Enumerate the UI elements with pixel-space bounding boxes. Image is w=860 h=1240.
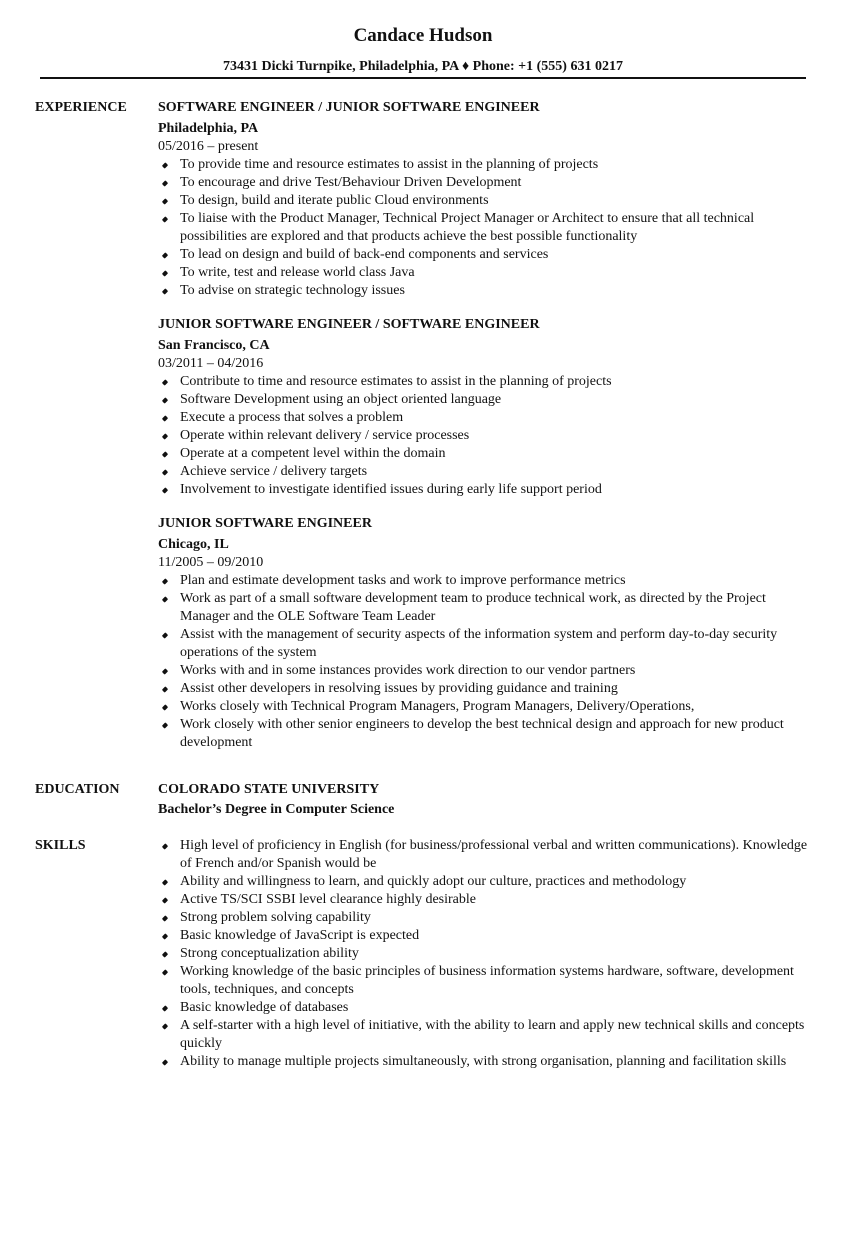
skills-list xyxy=(158,837,818,1071)
list-item: Basic knowledge of JavaScript is expected xyxy=(158,927,818,945)
list-item: Working knowledge of the basic principles of business information systems hardware, software, development tools, techniques, and concepts xyxy=(158,963,818,999)
job-entry xyxy=(158,515,818,752)
list-item: Operate at a competent level within the domain xyxy=(158,445,818,463)
candidate-name: Candace Hudson xyxy=(353,25,493,46)
list-item: Ability to manage multiple projects simultaneously, with strong organisation, planning and facilitation skills xyxy=(158,1053,818,1071)
job-dates: 03/2011 – 04/2016 xyxy=(158,356,264,371)
list-item: To liaise with the Product Manager, Technical Project Manager or Architect to ensure that all technical possibilities are explored and that products achieve the best possible functionality xyxy=(158,210,818,246)
job-dates: 05/2016 – present xyxy=(158,139,259,154)
list-item: To advise on strategic technology issues xyxy=(158,282,818,300)
list-item: Involvement to investigate identified issues during early life support period xyxy=(158,481,818,499)
list-item: To encourage and drive Test/Behaviour Driven Development xyxy=(158,174,818,192)
section-label-experience: EXPERIENCE xyxy=(35,100,127,115)
list-item: Assist with the management of security aspects of the information system and perform day-to-day security operations of the system xyxy=(158,626,818,662)
list-item: A self-starter with a high level of initiative, with the ability to learn and apply new technical skills and concepts quickly xyxy=(158,1017,818,1053)
list-item: Strong conceptualization ability xyxy=(158,945,818,963)
list-item: Strong problem solving capability xyxy=(158,909,818,927)
job-duties xyxy=(158,373,818,499)
list-item: Ability and willingness to learn, and quickly adopt our culture, practices and methodology xyxy=(158,873,818,891)
resume-header xyxy=(0,24,860,76)
list-item: Work as part of a small software development team to produce technical work, as directed by the Project Manager and the OLE Software Team Leader xyxy=(158,590,818,626)
list-item: Operate within relevant delivery / service processes xyxy=(158,427,818,445)
list-item: To write, test and release world class Java xyxy=(158,264,818,282)
job-location: Chicago, IL xyxy=(158,537,229,552)
job-entry xyxy=(158,316,818,499)
job-title: JUNIOR SOFTWARE ENGINEER xyxy=(158,516,372,531)
list-item: Plan and estimate development tasks and work to improve performance metrics xyxy=(158,572,818,590)
list-item: To provide time and resource estimates to assist in the planning of projects xyxy=(158,156,818,174)
list-item: Assist other developers in resolving issues by providing guidance and training xyxy=(158,680,818,698)
header-divider xyxy=(40,77,806,79)
school-name: COLORADO STATE UNIVERSITY xyxy=(158,782,380,797)
job-location: Philadelphia, PA xyxy=(158,121,259,136)
section-label-education: EDUCATION xyxy=(35,782,120,797)
degree: Bachelor’s Degree in Computer Science xyxy=(158,802,395,817)
list-item: High level of proficiency in English (for business/professional verbal and written communications). Knowledge of French and/or Spanish would be xyxy=(158,837,818,873)
job-duties xyxy=(158,572,818,752)
job-dates: 11/2005 – 09/2010 xyxy=(158,555,264,570)
list-item: Works with and in some instances provides work direction to our vendor partners xyxy=(158,662,818,680)
list-item: Work closely with other senior engineers to develop the best technical design and approach for new product development xyxy=(158,716,818,752)
list-item: To design, build and iterate public Cloud environments xyxy=(158,192,818,210)
list-item: Achieve service / delivery targets xyxy=(158,463,818,481)
education-body xyxy=(158,781,818,819)
section-label-skills: SKILLS xyxy=(35,838,86,853)
skills-body xyxy=(158,837,818,1071)
job-entry xyxy=(158,99,818,300)
list-item: To lead on design and build of back-end components and services xyxy=(158,246,818,264)
contact-line: 73431 Dicki Turnpike, Philadelphia, PA ♦ Phone: +1 (555) 631 0217 xyxy=(223,59,623,74)
job-title: SOFTWARE ENGINEER / JUNIOR SOFTWARE ENGINEER xyxy=(158,100,540,115)
list-item: Execute a process that solves a problem xyxy=(158,409,818,427)
job-location: San Francisco, CA xyxy=(158,338,270,353)
list-item: Works closely with Technical Program Managers, Program Managers, Delivery/Operations, xyxy=(158,698,818,716)
list-item: Software Development using an object oriented language xyxy=(158,391,818,409)
list-item: Active TS/SCI SSBI level clearance highly desirable xyxy=(158,891,818,909)
list-item: Contribute to time and resource estimates to assist in the planning of projects xyxy=(158,373,818,391)
job-duties xyxy=(158,156,818,300)
list-item: Basic knowledge of databases xyxy=(158,999,818,1017)
experience-body xyxy=(158,99,818,768)
job-title: JUNIOR SOFTWARE ENGINEER / SOFTWARE ENGINEER xyxy=(158,317,540,332)
